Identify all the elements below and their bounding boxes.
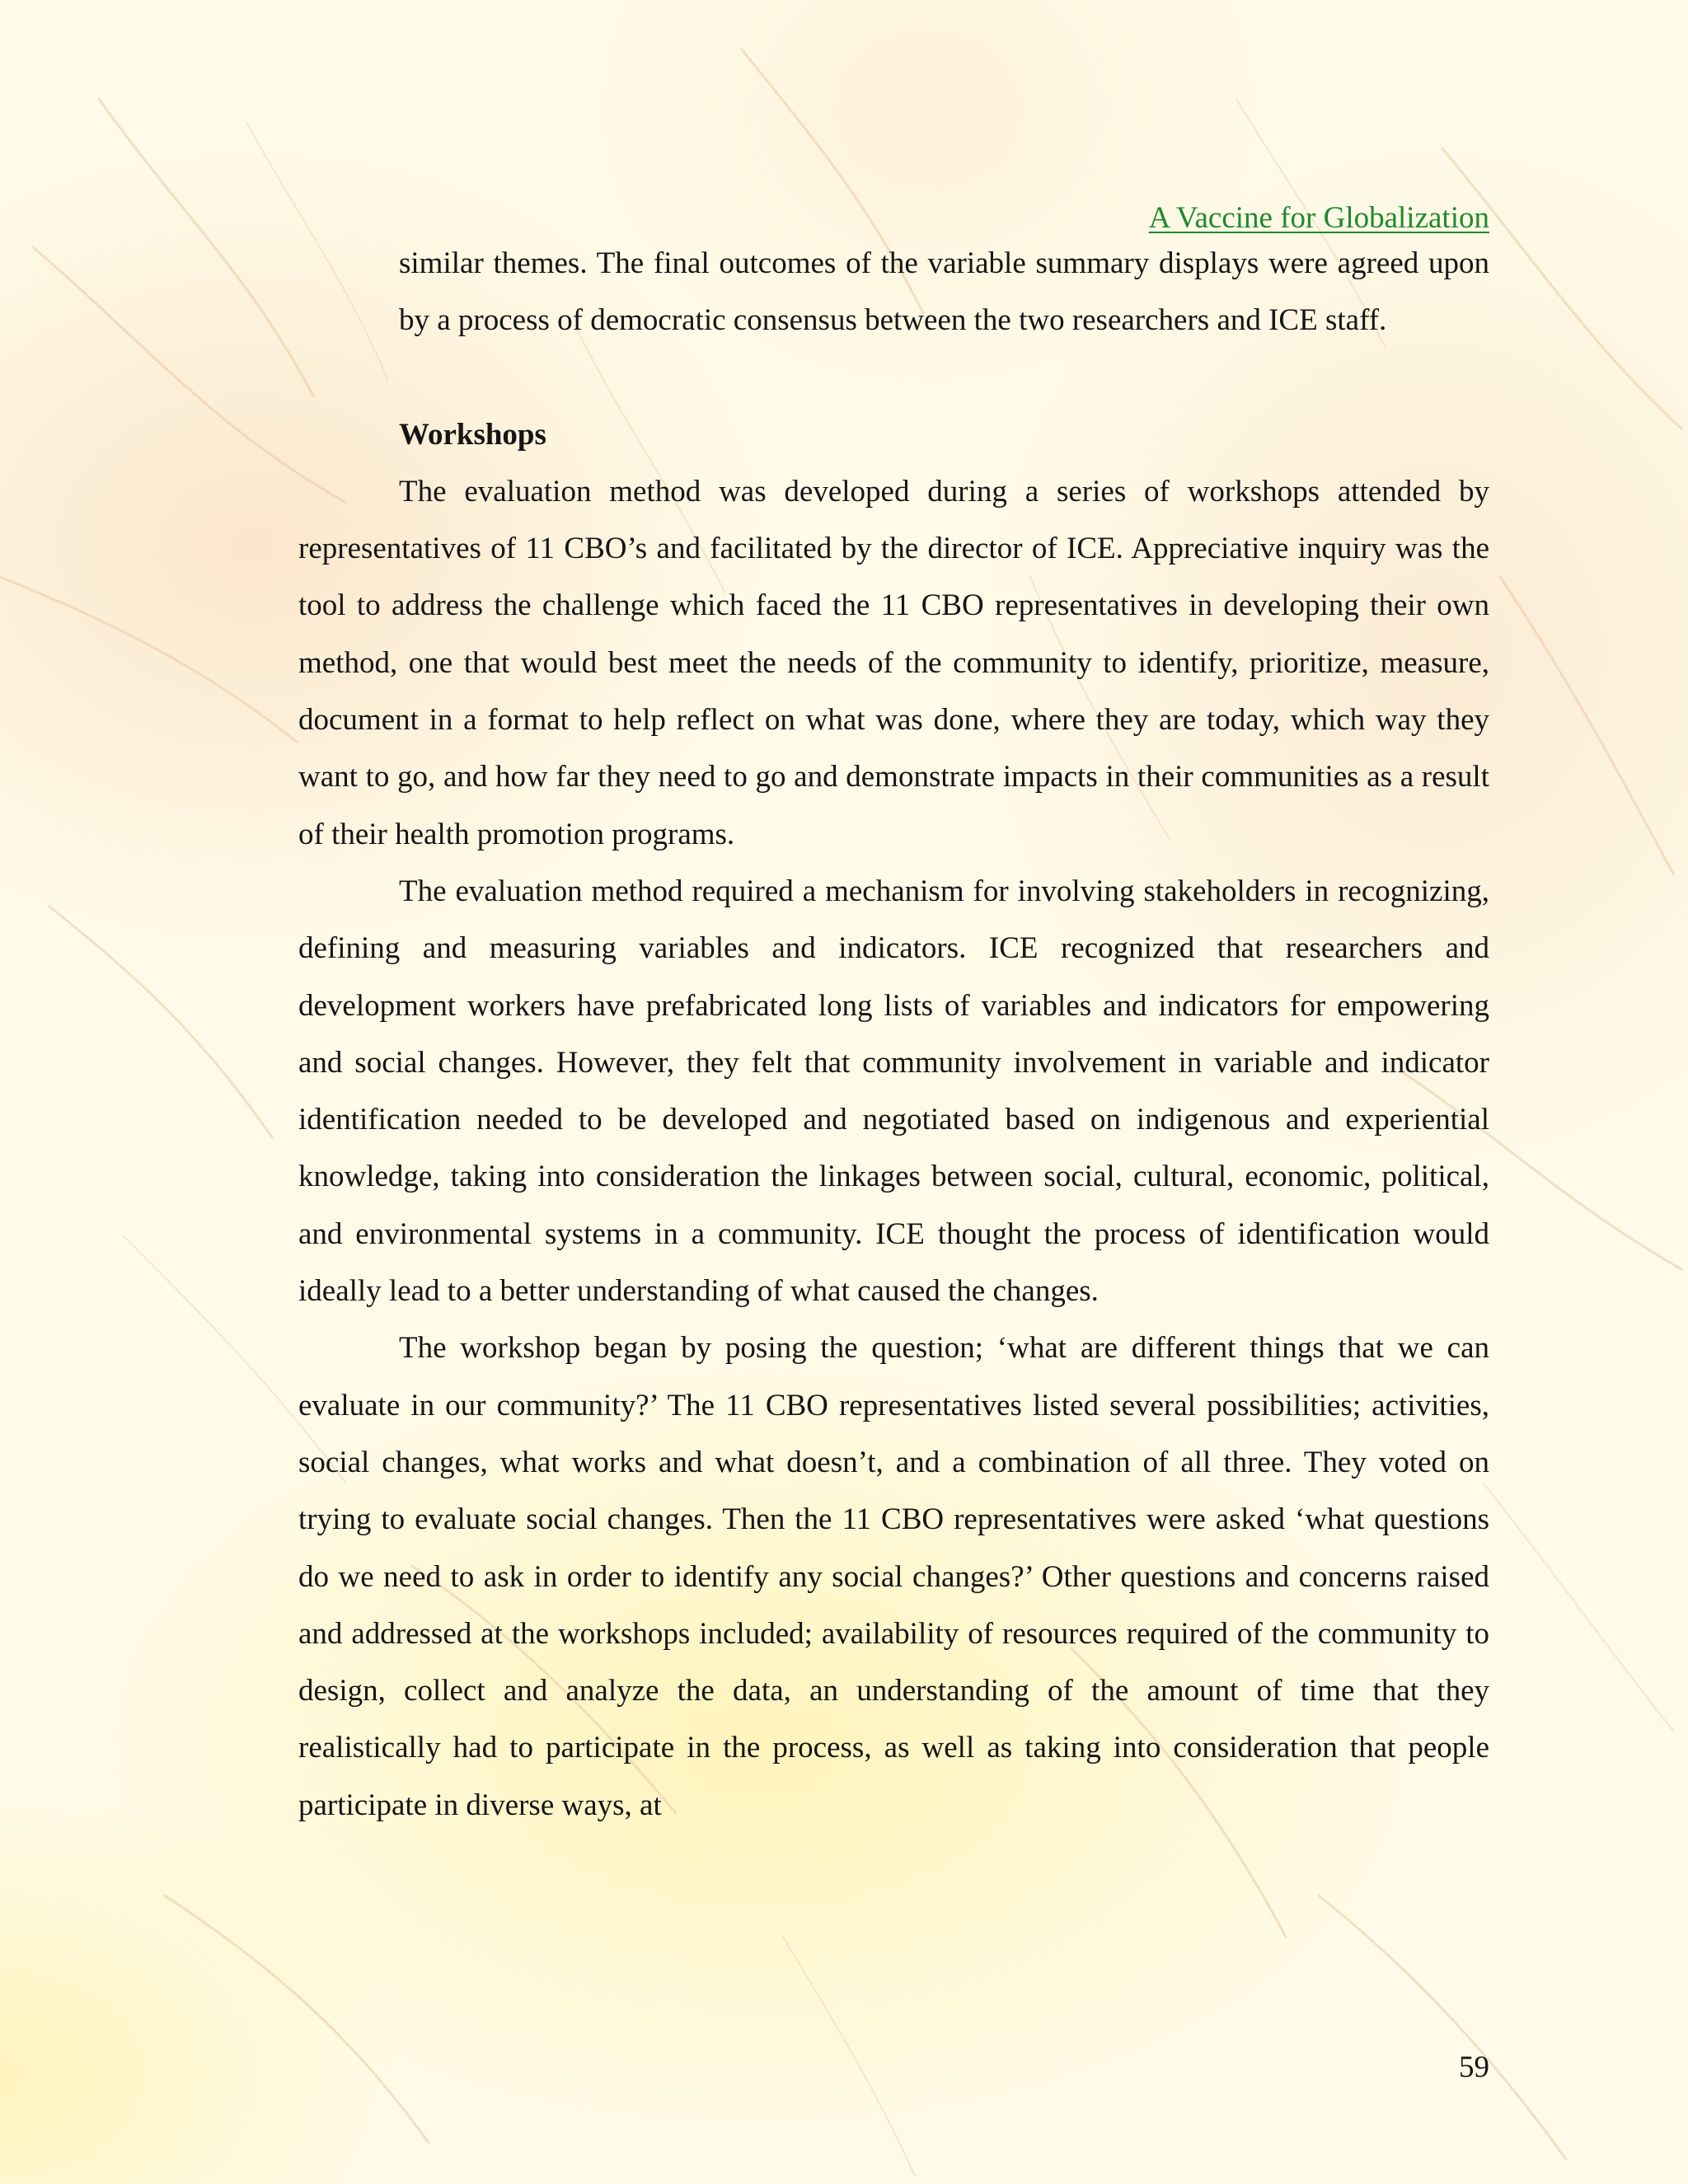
continuation-paragraph: similar themes. The final outcomes of the variable summary displays were agreed upon by a process of democratic consensus between the two researchers and ICE staff. [399,246,1489,338]
running-header-title: A Vaccine for Globalization [1148,201,1489,235]
page-body [298,235,1489,1834]
section-heading: Workshops [399,417,546,452]
body-paragraph: The evaluation method was developed during a series of workshops attended by representatives of 11 CBO’s and facilitated by the director of ICE. Appreciative inquiry was the tool to address the challenge which faced the 11 CBO representatives in developing their own method, one that would best meet the needs of the community to identify, prioritize, measure, document in a format to help reflect on what was done, where they are today, which way they want to go, and how far they need to go and demonstrate impacts in their communities as a result of their health promotion programs. [298,474,1489,851]
body-paragraph: The workshop began by posing the question; ‘what are different things that we can evaluate in our community?’ The 11 CBO representatives listed several possibilities; activities, social changes, what works and what doesn’t, and a combination of all three. They voted on trying to evaluate social changes. Then the 11 CBO representatives were asked ‘what questions do we need to ask in order to identify any social changes?’ Other questions and concerns raised and addressed at the workshops included; availability of resources required of the community to design, collect and analyze the data, an understanding of the amount of time that they realistically had to participate in the process, as well as taking into consideration that people participate in diverse ways, at [298,1331,1489,1822]
body-paragraph: The evaluation method required a mechanism for involving stakeholders in recognizing, defining and measuring variables and indicators. ICE recognized that researchers and development workers have prefabricated long lists of variables and indicators for empowering and social changes. However, they felt that community involvement in variable and indicator identification needed to be developed and negotiated based on indigenous and experiential knowledge, taking into consideration the linkages between social, cultural, economic, political, and environmental systems in a community. ICE thought the process of identification would ideally lead to a better understanding of what caused the changes. [298,874,1489,1309]
page-number: 59 [1459,2050,1489,2084]
